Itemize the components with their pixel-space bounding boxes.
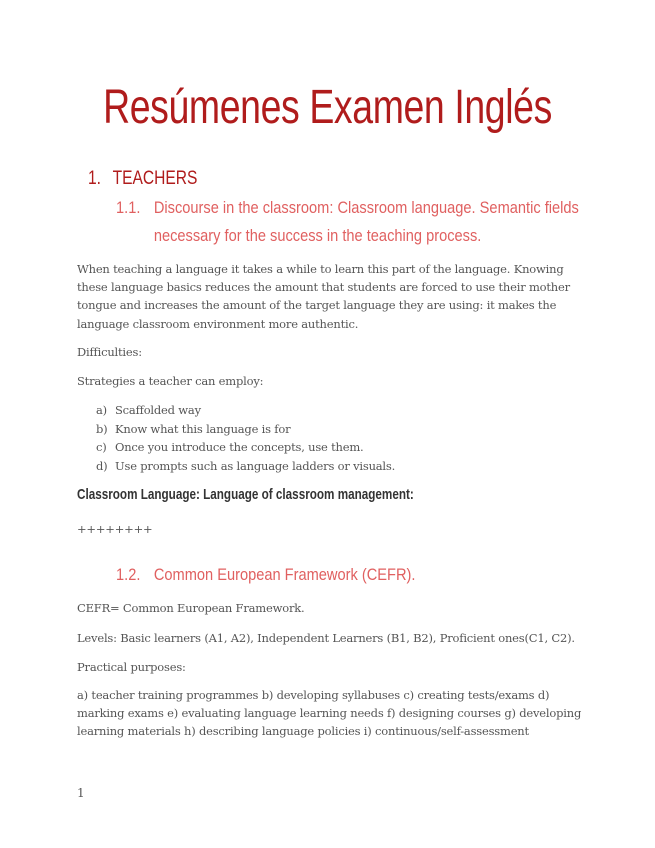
cefr-definition: CEFR= Common European Framework. [77,601,305,615]
list-item [96,438,395,457]
plus-line: ++++++++ [77,522,153,536]
list-marker: a) [96,403,107,417]
list-item [96,401,395,420]
list-text: Once you introduce the concepts, use them. [115,440,364,454]
subsection-number: 1.1. [116,198,141,217]
list-marker: d) [96,458,108,473]
list-marker: c) [96,440,107,454]
classroom-language-heading: Classroom Language: Language of classroom management: [77,486,414,503]
strategies-label: Strategies a teacher can employ: [77,374,264,388]
section-number: 1. [88,168,102,189]
intro-paragraph: When teaching a language it takes a while to learn this part of the language. Knowing these language basics reduces the amount that students are forced to use their mother tongue and increases the amount of the target language they are using: it makes the language classroom environment more authentic. [77,262,570,331]
list-text: Scaffolded way [115,403,201,417]
document-title: Resúmenes Examen Inglés [103,81,552,134]
list-text: Use prompts such as language ladders or visuals. [115,458,396,473]
section-heading-teachers [88,168,197,190]
strategy-list [96,401,395,475]
list-marker: b) [96,421,108,436]
list-text: Know what this language is for [115,421,291,436]
list-item [96,420,395,439]
practical-purposes-label: Practical purposes: [77,660,186,674]
purposes-paragraph: a) teacher training programmes b) developing syllabuses c) creating tests/exams d) marking exams e) evaluating language learning needs f) designing courses g) developing learning materials h) describing language policies i) continuous/self-assessment [77,688,582,739]
levels-paragraph: Levels: Basic learners (A1, A2), Independent Learners (B1, B2), Proficient ones(C1, C2). [77,631,575,645]
section-title: TEACHERS [112,168,198,189]
subsection-title: Discourse in the classroom: Classroom language. Semantic fields necessary for the success in the teaching process. [153,198,579,245]
page-number: 1 [77,786,85,800]
subsection-heading-discourse [116,194,579,250]
difficulties-label: Difficulties: [77,345,142,359]
list-item [96,457,395,476]
subsection-number: 1.2. [116,565,141,584]
subsection-heading-cefr [116,561,415,589]
subsection-title: Common European Framework (CEFR). [153,565,416,584]
